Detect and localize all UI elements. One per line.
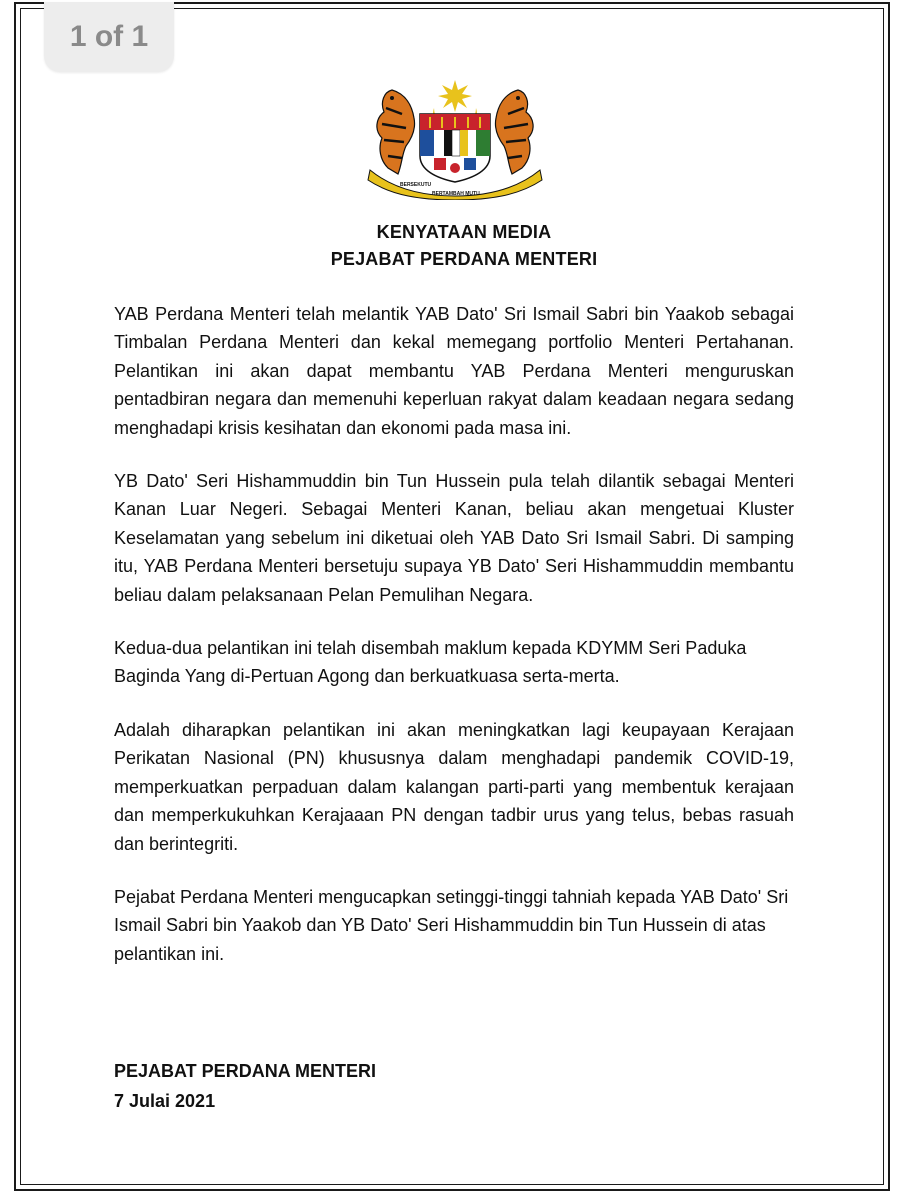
signature-date: 7 Julai 2021 xyxy=(114,1091,216,1111)
paragraph-1: YAB Perdana Menteri telah melantik YAB Dato' Sri Ismail Sabri bin Yaakob sebagai Timbalan Perdana Menteri dan kekal memegang portfolio Menteri Pertahanan. Pelantikan ini akan dapat membantu YAB Perdana Menteri menguruskan pentadbiran negara dan memenuhi keperluan rakyat dalam keadaan negara sedang menghadapi krisis kesihatan dan ekonomi pada masa ini. xyxy=(114,304,794,438)
paragraph-4: Adalah diharapkan pelantikan ini akan meningkatkan lagi keupayaan Kerajaan Perikatan Nasional (PN) khususnya dalam menghadapi pandemik COVID-19, memperkuatkan perpaduan dalam kalangan parti-parti yang membentuk kerajaan dan memperkukuhkan Kerajaaan PN dengan tadbir urus yang telus, bebas rasuah dan berintegriti. xyxy=(114,719,794,854)
left-tiger-icon xyxy=(377,90,415,174)
paragraph-3: Kedua-dua pelantikan ini telah disembah maklum kepada KDYMM Seri Paduka Baginda Yang di-Pertuan Agong dan berkuatkuasa serta-merta. xyxy=(114,638,747,687)
paragraph-5: Pejabat Perdana Menteri mengucapkan setinggi-tinggi tahniah kepada YAB Dato' Sri Ismail Sabri bin Yaakob dan YB Dato' Seri Hishammuddin bin Tun Hussein di atas pelantikan ini. xyxy=(114,886,789,964)
shield-icon xyxy=(420,114,490,182)
statement-body xyxy=(114,300,794,993)
malaysia-coat-of-arms xyxy=(362,78,548,200)
page-counter-badge: 1 of 1 xyxy=(44,2,174,72)
signature-block xyxy=(114,1056,376,1116)
signature-office: PEJABAT PERDANA MENTERI xyxy=(114,1061,377,1081)
svg-text:BERTAMBAH MUTU: BERTAMBAH MUTU xyxy=(432,191,480,197)
statement-title: KENYATAAN MEDIA xyxy=(376,222,552,242)
paragraph-2: YB Dato' Seri Hishammuddin bin Tun Hussein pula telah dilantik sebagai Menteri Kanan Luar Negeri. Sebagai Menteri Kanan, beliau akan mengetuai Kluster Keselamatan yang sebelum ini diketuai oleh YAB Dato Sri Ismail Sabri. Di samping itu, YAB Perdana Menteri bersetuju supaya YB Dato' Seri Hishammuddin membantu beliau dalam pelaksanaan Pelan Pemulihan Negara. xyxy=(114,471,794,605)
statement-issuer: PEJABAT PERDANA MENTERI xyxy=(330,249,598,269)
svg-text:BERSEKUTU: BERSEKUTU xyxy=(400,182,432,188)
right-tiger-icon xyxy=(495,90,533,174)
